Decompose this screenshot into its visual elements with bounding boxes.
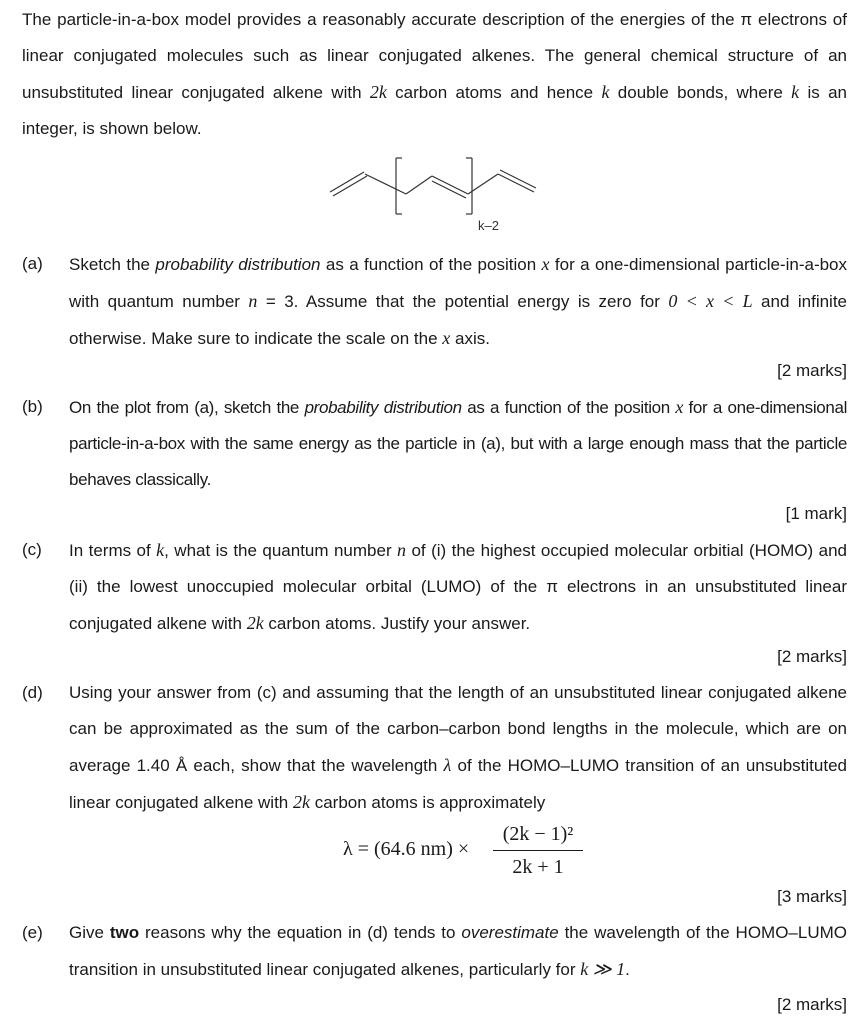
text: the wavelength of the HOMO–LUMO transition in unsubstituted linear conjugated alkenes, particularly for [69, 923, 847, 979]
question-b [22, 389, 847, 498]
marks-e: [2 marks] [777, 995, 847, 1014]
question-d [22, 675, 847, 821]
intro-text: double bonds, where [609, 83, 792, 102]
italic-text: probability distribution [155, 255, 321, 274]
text: as a function of the position [320, 255, 542, 274]
math-lambda: λ [443, 755, 452, 775]
question-text [69, 389, 847, 498]
text: carbon atoms is approximately [309, 793, 546, 812]
question-c [22, 532, 847, 642]
text: , what is the quantum number [164, 541, 398, 560]
text: Sketch the [69, 255, 156, 274]
repeat-subscript: k–2 [478, 218, 499, 233]
italic-text: overestimate [461, 923, 559, 942]
text: On the plot from (a), sketch the [69, 398, 305, 417]
math-2k: 2k [369, 82, 387, 102]
equation-fraction [493, 820, 583, 881]
text: as a function of the position [461, 398, 676, 417]
intro-paragraph [22, 2, 847, 147]
bold-text: two [109, 923, 140, 942]
question-label: (e) [22, 923, 43, 942]
text: for a one-dimensional particle-in-a-box with quantum number [69, 255, 848, 311]
math-k: k [601, 82, 610, 102]
math-2k: 2k [246, 613, 264, 633]
equation-lhs: λ = (64.6 nm) × [343, 838, 470, 860]
math-n: n [397, 540, 407, 560]
text: of (i) the highest occupied molecular orbitial (HOMO) and (ii) the lowest unoccupied molecular orbital (LUMO) of the π electrons in an unsubstituted linear conjugated alkene with [69, 541, 847, 633]
equation-numerator: (2k − 1)² [502, 823, 574, 845]
question-e [22, 915, 847, 988]
question-text [69, 246, 847, 357]
text: In terms of [69, 541, 157, 560]
intro-text: carbon atoms and hence [386, 83, 602, 102]
math-n: n [248, 291, 258, 311]
question-text [69, 532, 847, 642]
question-a [22, 246, 847, 357]
text: axis. [450, 329, 490, 348]
text: of the HOMO–LUMO transition of an unsubstituted linear conjugated alkene with [69, 756, 847, 812]
question-label: (b) [22, 397, 43, 416]
intro-text: is an integer, is shown below. [22, 83, 847, 138]
equation-denominator: 2k + 1 [512, 856, 564, 878]
alkene-structure [320, 150, 550, 240]
question-label: (c) [22, 540, 42, 559]
text: for a one-dimensional particle-in-a-box with the same energy as the particle in (a), but with a large enough mass that the particle behaves classically. [69, 398, 847, 489]
marks-a: [2 marks] [777, 361, 847, 380]
marks-b: [1 mark] [785, 504, 847, 523]
math-x: x [541, 254, 550, 274]
text: carbon atoms. Justify your answer. [263, 614, 531, 633]
marks-c: [2 marks] [777, 647, 847, 666]
math-k: k [791, 82, 800, 102]
text: and infinite otherwise. Make sure to indicate the scale on the [69, 292, 848, 348]
text: . [625, 960, 630, 979]
italic-text: probability distribution [304, 398, 462, 417]
math-k: k [156, 540, 165, 560]
text: reasons why the equation in (d) tends to [139, 923, 462, 942]
math-x: x [675, 397, 684, 417]
math-range: 0 < x < L [668, 291, 753, 311]
intro-text: The particle-in-a-box model provides a reasonably accurate description of the energies of the π electrons of linear conjugated molecules such as linear conjugated alkenes. The general chemical structure of an unsubstituted linear conjugated alkene with [22, 10, 847, 102]
text: Using your answer from (c) and assuming that the length of an unsubstituted linear conjugated alkene can be approximated as the sum of the carbon–carbon bond lengths in the molecule, which are on average 1.40 Å each, show that the wavelength [69, 683, 847, 775]
question-text [69, 915, 847, 988]
math-k-large: k ≫ 1 [580, 959, 626, 979]
question-text [69, 675, 847, 821]
marks-d: [3 marks] [777, 887, 847, 906]
math-x: x [442, 328, 451, 348]
text: Give [69, 923, 110, 942]
text: = 3. Assume that the potential energy is zero for [257, 292, 669, 311]
question-label: (d) [22, 683, 43, 702]
question-label: (a) [22, 254, 43, 273]
fraction-bar [493, 850, 583, 851]
math-2k: 2k [292, 792, 310, 812]
